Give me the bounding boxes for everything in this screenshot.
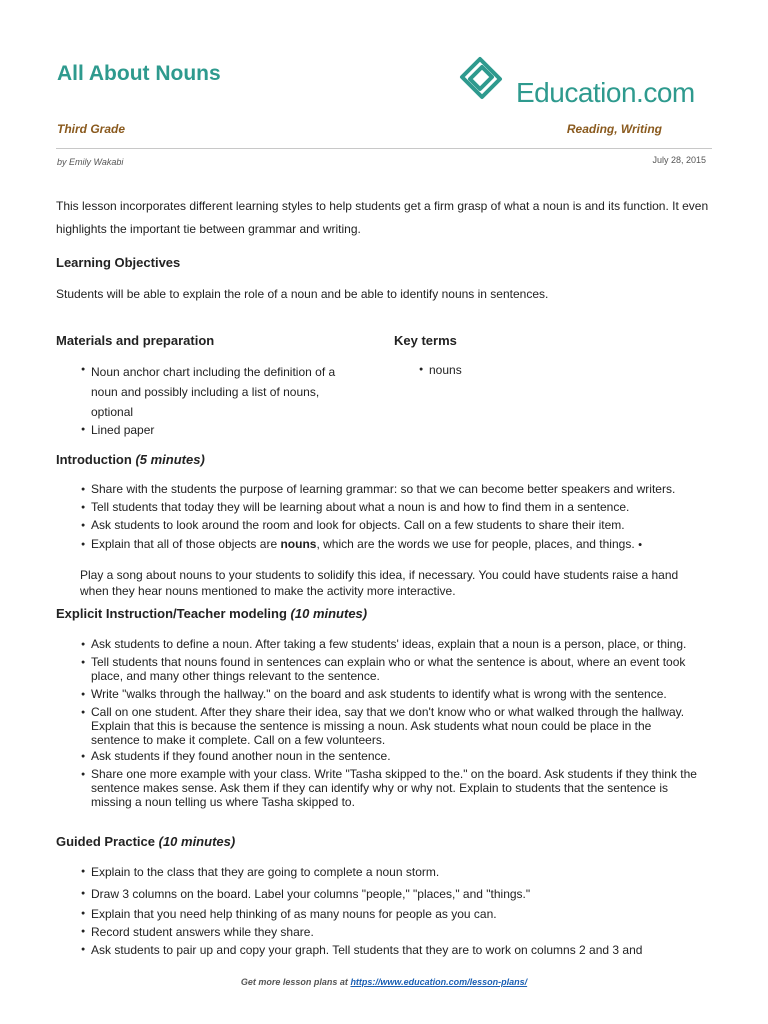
introduction-song-text: Play a song about nouns to your students to solidify this idea, if necessary. You could have students raise a hand when they hear nouns mentioned to make the activity more interactive. — [80, 568, 679, 598]
list-item: ● Ask students to look around the room and look for objects. Call on a few students to share their item. — [81, 518, 681, 533]
guided-list — [81, 864, 701, 958]
list-item: ● Ask students if they found another noun in the sentence. — [81, 749, 701, 763]
section-title: Explicit Instruction/Teacher modeling — [56, 606, 287, 621]
list-item: ● nouns — [419, 362, 619, 378]
list-item: ● Tell students that nouns found in sentences can explain who or what the sentence is about, where an event took place, and many other things relevant to the sentence. — [81, 655, 701, 683]
section-duration: (10 minutes) — [290, 606, 368, 621]
list-item-text: , which are the words we use for people, places, and things. — [316, 537, 635, 551]
section-duration: (10 minutes) — [158, 834, 236, 849]
introduction-list — [81, 482, 681, 552]
objectives-text: Students will be able to explain the role of a noun and be able to identify nouns in sentences. — [56, 287, 549, 301]
author-byline: by Emily Wakabi — [57, 157, 124, 167]
logo-mark-icon — [456, 55, 518, 113]
subjects-label: Reading, Writing — [566, 122, 662, 136]
materials-heading: Materials and preparation — [56, 333, 215, 348]
page-footer — [0, 977, 768, 987]
list-item: ● Ask students to pair up and copy your graph. Tell students that they are to work on columns 2 and 3 and — [81, 942, 701, 958]
list-item: ● Noun anchor chart including the definition of a noun and possibly including a list of nouns, optional — [81, 362, 361, 422]
list-item: ● Lined paper — [81, 422, 361, 438]
section-duration: (5 minutes) — [135, 452, 205, 467]
lesson-intro: This lesson incorporates different learning styles to help students get a firm grasp of what a noun is and its function. It even highlights the important tie between grammar and writing. — [56, 199, 709, 236]
materials-list — [81, 362, 361, 438]
list-item-text: Explain that all of those objects are — [91, 537, 278, 551]
list-item: ● Share with the students the purpose of learning grammar: so that we can become better speakers and writers. — [81, 482, 681, 497]
list-item: ● Draw 3 columns on the board. Label your columns "people," "places," and "things." — [81, 886, 701, 902]
introduction-heading — [56, 452, 205, 467]
footer-text: Get more lesson plans at — [240, 977, 348, 987]
key-term-nouns: nouns — [280, 537, 317, 551]
key-terms-list — [419, 362, 619, 378]
key-terms-heading: Key terms — [394, 333, 457, 348]
list-item: ● Record student answers while they share. — [81, 924, 701, 940]
explicit-heading — [56, 606, 367, 621]
objectives-heading: Learning Objectives — [56, 255, 181, 270]
list-item: ● Explain that you need help thinking of as many nouns for people as you can. — [81, 906, 701, 922]
list-item: ● Tell students that today they will be learning about what a noun is and how to find them in a sentence. — [81, 500, 681, 515]
lesson-plans-link[interactable]: https://www.education.com/lesson-plans/ — [350, 977, 528, 987]
grade-label: Third Grade — [57, 122, 126, 136]
explicit-list — [81, 637, 701, 809]
list-item: ● Explain to the class that they are going to complete a noun storm. — [81, 864, 701, 880]
list-item: ● Call on one student. After they share their idea, say that we don't know who or what walked through the hallway. Explain that this is because the sentence is missing a noun. Ask students what noun could be place in the sentence to make it complete. Call on a few volunteers. — [81, 705, 701, 747]
guided-heading — [56, 834, 235, 849]
header-divider — [56, 148, 712, 149]
section-title: Introduction — [56, 452, 132, 467]
bullet-marker-icon: ● — [638, 541, 643, 549]
page-title: All About Nouns — [57, 62, 221, 85]
list-item — [81, 537, 681, 552]
education-logo[interactable] — [456, 55, 716, 113]
section-title: Guided Practice — [56, 834, 155, 849]
logo-text: Education.com — [516, 77, 695, 108]
publish-date: July 28, 2015 — [652, 155, 706, 165]
list-item: ● Write "walks through the hallway." on the board and ask students to identify what is wrong with the sentence. — [81, 687, 701, 701]
list-item: ● Share one more example with your class. Write "Tasha skipped to the." on the board. Ask students if they think the sentence makes sense. Ask them if they can identify why or why not. Explain to students that the sentence is missing a noun telling us where Tasha skipped to. — [81, 767, 701, 809]
list-item: ● Ask students to define a noun. After taking a few students' ideas, explain that a noun is a person, place, or thing. — [81, 637, 701, 651]
